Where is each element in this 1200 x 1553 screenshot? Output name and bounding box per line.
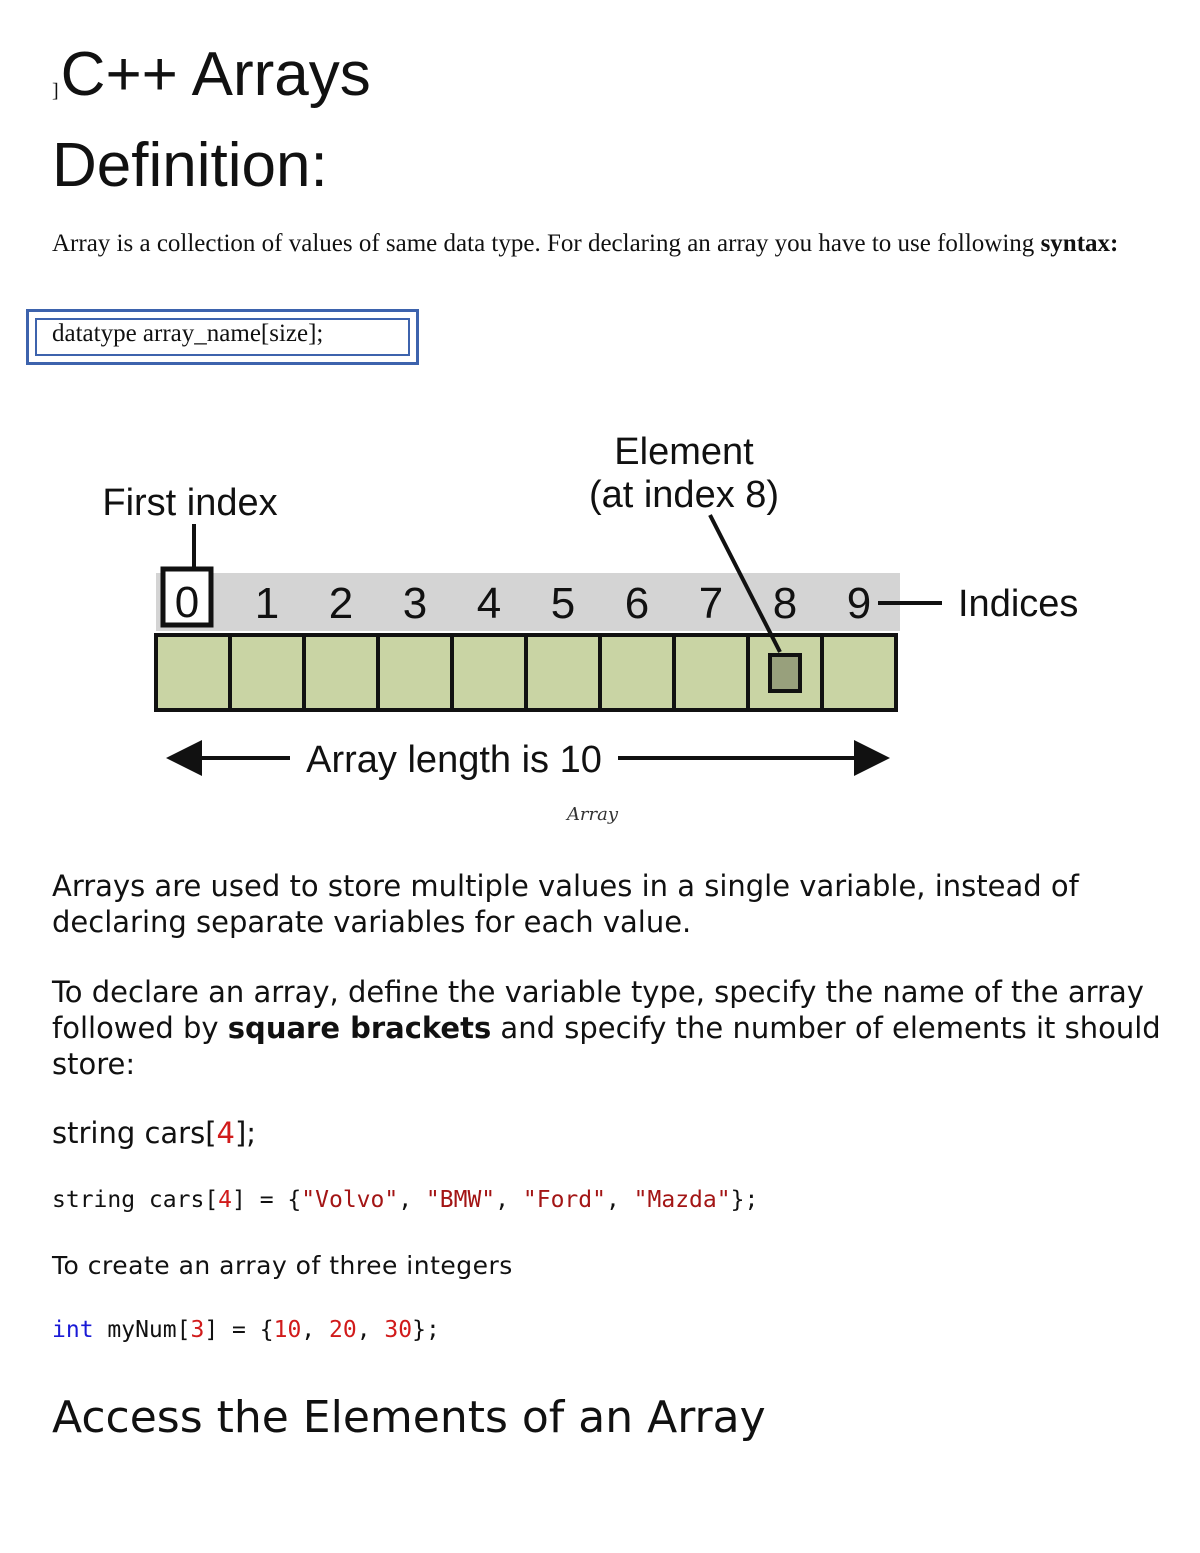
code3-end: }; — [412, 1317, 440, 1343]
length-label: Array length is 10 — [306, 739, 602, 781]
access-heading: Access the Elements of an Array — [52, 1392, 766, 1443]
first-index-label: First index — [102, 482, 278, 524]
array-cell-7 — [674, 635, 748, 710]
index-label-7: 7 — [698, 579, 724, 628]
element-label-line2: (at index 8) — [588, 474, 780, 516]
code3-c2: , — [356, 1317, 385, 1343]
length-arrow-left-head — [166, 740, 202, 776]
array-cell-6 — [600, 635, 674, 710]
index-label-0: 0 — [174, 578, 200, 627]
code2-c2: , — [495, 1187, 523, 1213]
array-diagram — [90, 420, 1110, 790]
code2-string-1: "Volvo" — [301, 1187, 399, 1213]
indices-label: Indices — [958, 583, 1079, 625]
code-line-3 — [52, 1315, 440, 1345]
code-line-1 — [52, 1115, 1162, 1151]
page-title — [52, 40, 371, 126]
code3-value-1: 10 — [273, 1317, 302, 1343]
array-cell-2 — [304, 635, 378, 710]
code2-c1: , — [398, 1187, 426, 1213]
para2-before: To declare an array, define the variable type, specify the name of the array followed by — [52, 975, 1144, 1045]
code-line-2 — [52, 1185, 758, 1215]
para2-after: and specify the number of elements it should store: — [52, 1011, 1161, 1081]
array-cell-0 — [156, 635, 230, 710]
code1-prefix: string cars[ — [52, 1116, 217, 1150]
array-cell-9 — [822, 635, 896, 710]
length-arrow-right-head — [854, 740, 890, 776]
array-cell-3 — [378, 635, 452, 710]
index-label-9: 9 — [846, 579, 872, 628]
highlighted-element — [770, 655, 800, 691]
code3-size: 3 — [190, 1317, 205, 1343]
index-label-1: 1 — [254, 579, 280, 628]
index-label-5: 5 — [550, 579, 576, 628]
stray-bracket: ] — [52, 80, 59, 102]
index-label-2: 2 — [328, 579, 354, 628]
para2-bold: square brackets — [227, 1011, 492, 1045]
paragraph-three-integers: To create an array of three integers — [52, 1251, 513, 1280]
paragraph-declare-array — [52, 974, 1162, 1082]
array-cell-5 — [526, 635, 600, 710]
code2-string-3: "Ford" — [522, 1187, 606, 1213]
code3-value-2: 20 — [329, 1317, 357, 1343]
array-cell-1 — [230, 635, 304, 710]
page-title-text: C++ Arrays — [60, 40, 371, 109]
intro-paragraph — [52, 228, 1162, 260]
code3-p1: myNum[ — [93, 1317, 191, 1343]
code3-c1: , — [301, 1317, 329, 1343]
code2-end: }; — [730, 1187, 759, 1213]
index-label-8: 8 — [772, 579, 798, 628]
code3-keyword: int — [52, 1317, 94, 1343]
code2-p2: ] = { — [232, 1187, 302, 1213]
code2-number: 4 — [218, 1187, 233, 1213]
syntax-text: datatype array_name[size]; — [52, 320, 324, 347]
array-cell-4 — [452, 635, 526, 710]
index-label-4: 4 — [476, 579, 502, 628]
paragraph-arrays-used: Arrays are used to store multiple values in a single variable, instead of declaring separate variables for each value. — [52, 869, 1079, 939]
intro-text: Array is a collection of values of same data type. For declaring an array you have to use following — [52, 230, 1041, 257]
intro-bold: syntax: — [1040, 230, 1119, 257]
index-label-6: 6 — [624, 579, 650, 628]
code2-p1: string cars[ — [52, 1187, 219, 1213]
code1-number: 4 — [216, 1116, 235, 1150]
index-label-3: 3 — [402, 579, 428, 628]
code2-string-4: "Mazda" — [633, 1187, 731, 1213]
index-labels — [255, 579, 871, 628]
code2-string-2: "BMW" — [425, 1187, 496, 1213]
code2-c3: , — [605, 1187, 634, 1213]
code3-p2: ] = { — [204, 1317, 274, 1343]
element-label-line1: Element — [614, 431, 754, 473]
code3-value-3: 30 — [384, 1317, 413, 1343]
definition-heading: Definition: — [52, 131, 328, 200]
figure-caption: Array — [566, 804, 619, 825]
code1-suffix: ]; — [234, 1116, 257, 1150]
